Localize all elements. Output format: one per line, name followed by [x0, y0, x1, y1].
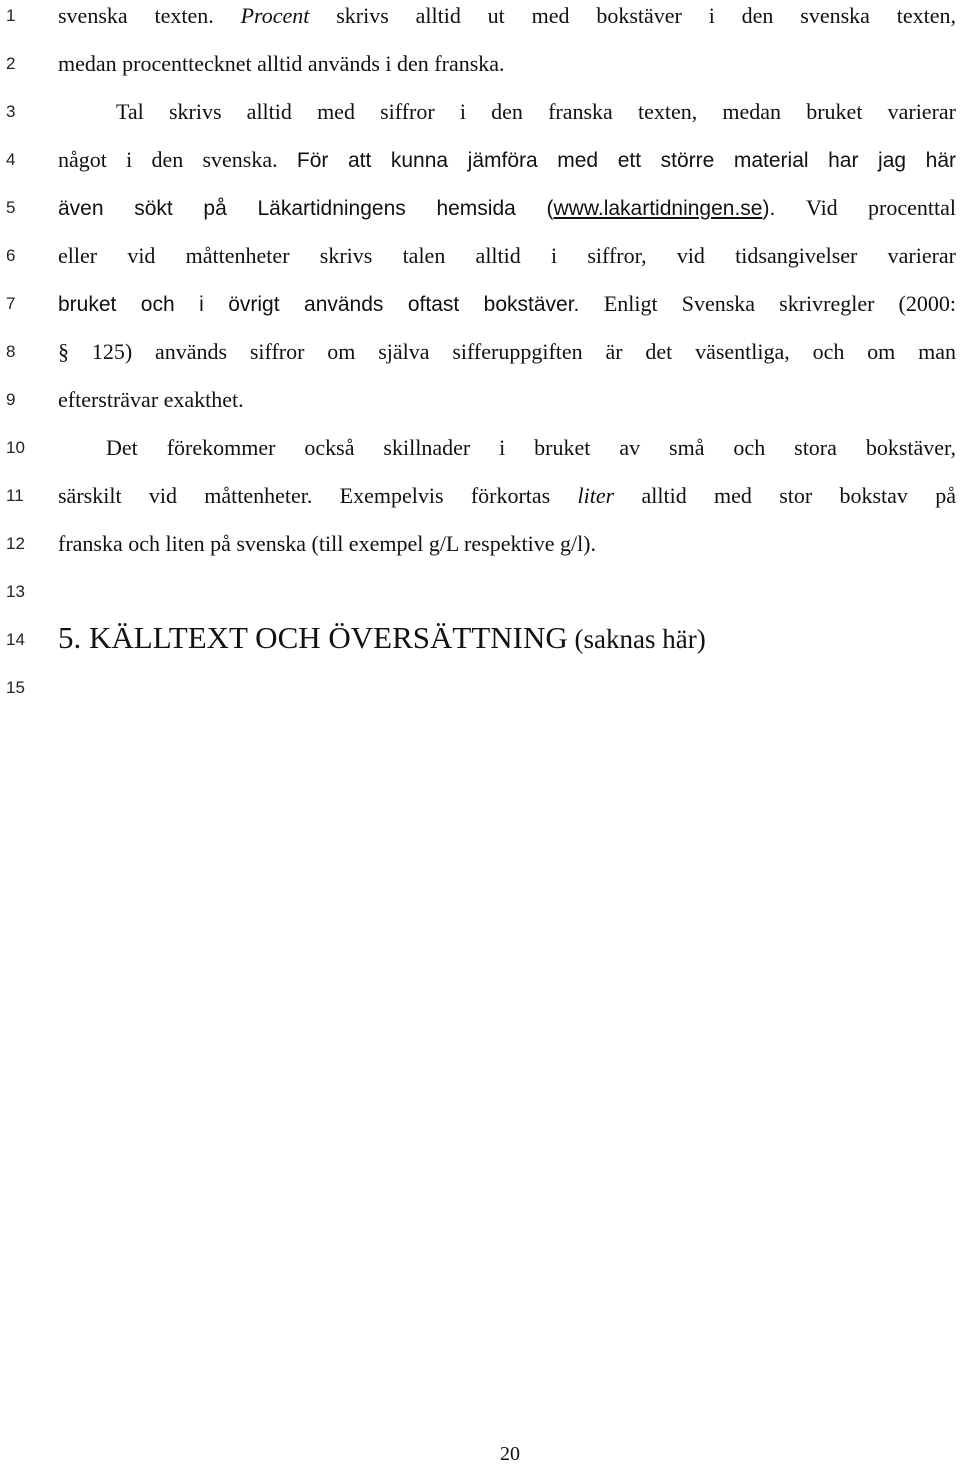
line-number: 7 — [6, 294, 16, 313]
website-link[interactable]: www.lakartidningen.se — [553, 197, 763, 220]
text-line-9: eftersträvar exakthet. — [58, 387, 244, 412]
italic-word: Procent — [240, 3, 310, 28]
text-line-11: särskilt vid måttenheter. Exempelvis förkortas liter alltid med stor bokstav på — [58, 483, 956, 508]
text-line-10: Det förekommer också skillnader i bruket av små och stora bokstäver, — [106, 435, 956, 460]
text-line-2: medan procenttecknet alltid används i den franska. — [58, 51, 505, 76]
text-line-12: franska och liten på svenska (till exempel g/L respektive g/l). — [58, 531, 597, 556]
text-line-7: bruket och i övrigt används oftast bokstäver. Enligt Svenska skrivregler (2000: — [58, 291, 956, 316]
line-number: 10 — [6, 438, 25, 457]
heading-note: (saknas här) — [567, 624, 706, 654]
line-number: 11 — [6, 486, 24, 505]
text-line-4: något i den svenska. För att kunna jämföra med ett större material har jag här — [58, 147, 957, 172]
line-number: 14 — [6, 630, 25, 649]
line-number: 8 — [6, 342, 16, 361]
page-number: 20 — [500, 1443, 520, 1465]
italic-word: liter — [577, 483, 615, 508]
line-number: 1 — [6, 6, 16, 25]
line-number: 4 — [6, 150, 16, 169]
line-number: 2 — [6, 54, 16, 73]
text-line-5: även sökt på Läkartidningens hemsida (www.lakartidningen.se). Vid procenttal — [58, 195, 956, 220]
section-heading: 5. KÄLLTEXT OCH ÖVERSÄTTNING (saknas här) — [58, 620, 706, 655]
line-number: 3 — [6, 102, 16, 121]
line-number: 13 — [6, 582, 25, 601]
line-number: 6 — [6, 246, 16, 265]
line-number: 5 — [6, 198, 16, 217]
line-number: 9 — [6, 390, 16, 409]
text-line-8: § 125) används siffror om själva sifferuppgiften är det väsentliga, och om man — [58, 339, 956, 364]
text-line-6: eller vid måttenheter skrivs talen alltid i siffror, vid tidsangivelser varierar — [58, 243, 956, 268]
line-number: 15 — [6, 678, 25, 697]
text-line-1: svenska texten. Procent skrivs alltid ut med bokstäver i den svenska texten, — [58, 3, 957, 28]
line-number: 12 — [6, 534, 25, 553]
text-line-3: Tal skrivs alltid med siffror i den franska texten, medan bruket varierar — [116, 99, 956, 124]
